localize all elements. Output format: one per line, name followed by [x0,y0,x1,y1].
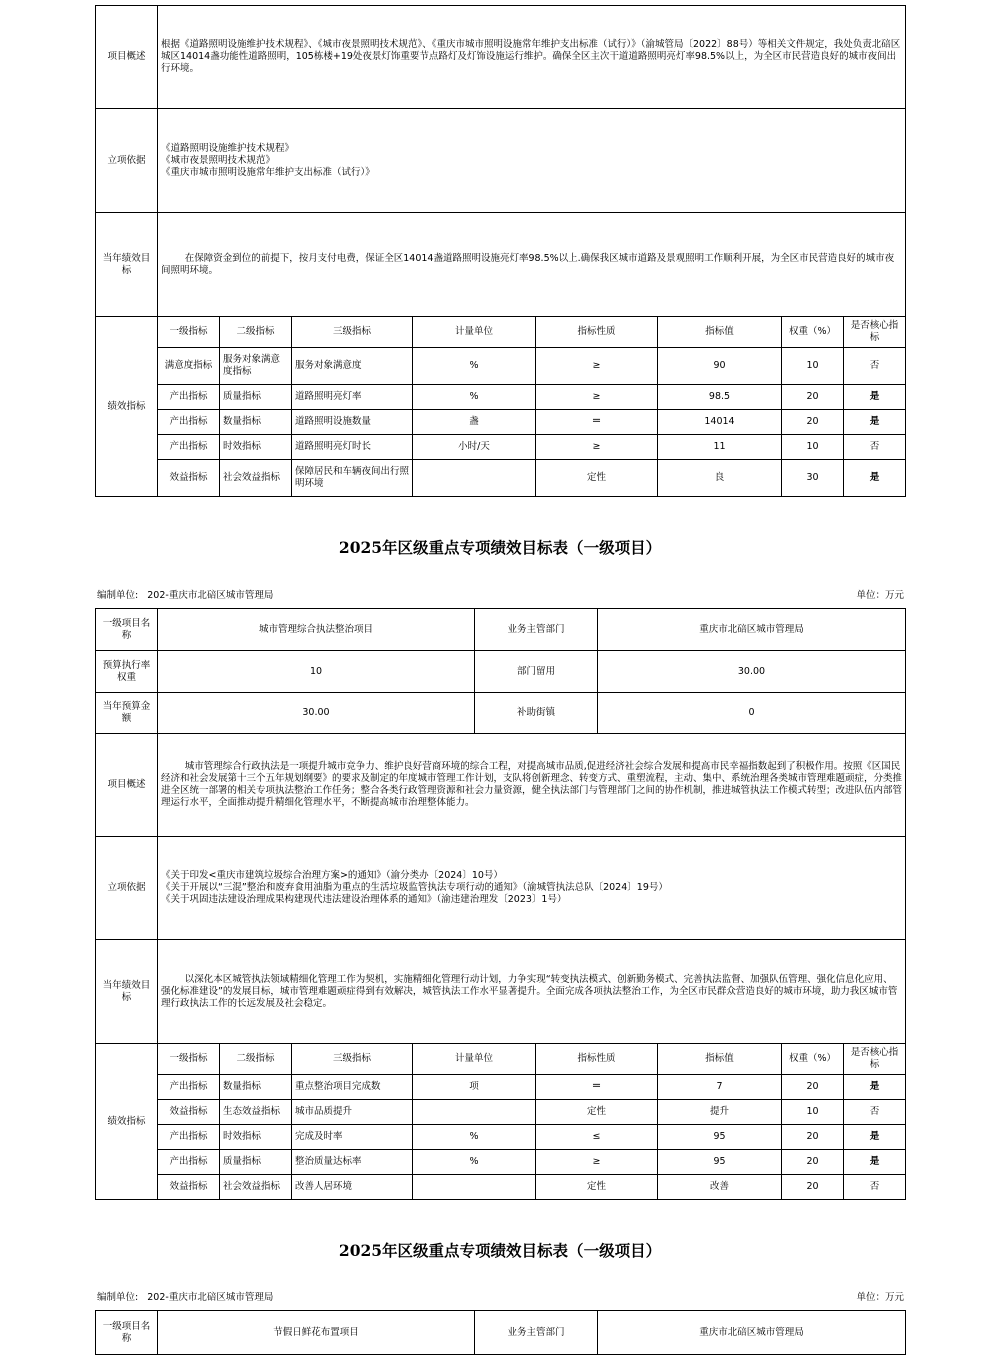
cell: 质量指标 [220,1150,292,1175]
goal-label: 当年绩效目标 [96,940,158,1044]
table-row [96,348,906,385]
cell: 效益指标 [158,1175,220,1200]
cell: 定性 [536,1175,658,1200]
overview-text: 根据《道路照明设施维护技术规程》、《城市夜景照明技术规范》、《重庆市城市照明设施常年维护支出标准（试行）》（渝城管局〔2022〕88号）等相关文件规定，我处负责北碚区城区14014盏功能性道路照明，105栋楼+19处夜景灯饰重要节点路灯及灯饰设施运行维护。确保全区主次干道道路照明亮灯率98.5%以上，为全区市民营造良好的城市夜间出行环境。 [158,6,906,109]
table-row [96,1175,906,1200]
subsidy-value: 0 [598,693,906,734]
reserve-label: 部门留用 [475,651,598,693]
perf-label: 绩效指标 [96,1044,158,1200]
section3-title: 2025年区级重点专项绩效目标表（一级项目） [338,1241,662,1260]
cell: 时效指标 [220,435,292,460]
section2-header-table [95,608,906,734]
cell: 产出指标 [158,410,220,435]
cell: 产出指标 [158,1150,220,1175]
cell: 数量指标 [220,1075,292,1100]
cell: 20 [782,1175,844,1200]
section1-table [95,5,906,497]
overview-text: 城市管理综合行政执法是一项提升城市竞争力、维护良好营商环境的综合工程，对提高城市品质,促进经济社会综合发展和提高市民幸福指数起到了积极作用。按照《区国民经济和社会发展第十三个五年规划纲要》的要求及制定的年度城市管理工作计划，支队将创新理念、转变方式、重塑流程，主动、集中、系统治理各类城市管理难题顽症，分类推进全区统一部署的相关专项执法整治工作任务；整合各类行政管理资源和社会力量资源，健全执法部门与管理部门之间的协作机制，推进城管执法工作模式转型；改进队伍内部管理运行水平，全面推动提升精细化管理水平，不断提高城市治理整体能力。 [158,734,906,837]
cell: 质量指标 [220,385,292,410]
cell: ＝ [536,1075,658,1100]
col-header: 一级指标 [158,317,220,348]
cell: 道路照明设施数量 [292,410,413,435]
cell: ≥ [536,1150,658,1175]
section2-title: 2025年区级重点专项绩效目标表（一级项目） [338,538,662,557]
cell: ≥ [536,348,658,385]
cell: 服务对象满意度 [292,348,413,385]
cell: 城市品质提升 [292,1100,413,1125]
basis-text: 《关于印发<重庆市建筑垃圾综合治理方案>的通知》（渝分类办〔2024〕10号） 《关于开展以“三混”整治和废弃食用油脂为重点的生活垃圾监管执法专项行动的通知》（渝城管执法总队〔2024〕19号） 《关于巩固违法建设治理成果构建现代违法建设治理体系的通知》（渝违建治理发〔2023〕1号） [158,837,906,940]
col-header: 指标值 [658,1044,782,1075]
table-row [96,1075,906,1100]
col-header: 一级指标 [158,1044,220,1075]
unit-text: 单位：万元 [856,590,904,601]
col-header: 权重（%） [782,317,844,348]
cell: 满意度指标 [158,348,220,385]
cell: 是 [844,385,906,410]
section2-table [95,733,906,1200]
cell [413,460,536,497]
cell: 否 [844,1175,906,1200]
table-row [96,410,906,435]
budget-value: 30.00 [158,693,475,734]
col-header: 二级指标 [220,317,292,348]
cell: 30 [782,460,844,497]
cell: 道路照明亮灯率 [292,385,413,410]
table-row [96,435,906,460]
cell: 改善 [658,1175,782,1200]
org-line [97,1289,273,1303]
basis-text: 《道路照明设施维护技术规程》 《城市夜景照明技术规范》 《重庆市城市照明设施常年维护支出标准（试行）》 [158,109,906,213]
col-header: 权重（%） [782,1044,844,1075]
cell: 20 [782,1150,844,1175]
cell: 改善人居环境 [292,1175,413,1200]
cell: ≤ [536,1125,658,1150]
table-row [96,1125,906,1150]
unit-text: 单位：万元 [856,1292,904,1303]
cell: 产出指标 [158,1075,220,1100]
cell: ≥ [536,385,658,410]
org-label: 编制单位: [97,1292,139,1303]
cell: 产出指标 [158,385,220,410]
cell: 是 [844,460,906,497]
cell: ≥ [536,435,658,460]
cell: 14014 [658,410,782,435]
table-row [96,1100,906,1125]
cell: 20 [782,1075,844,1100]
overview-label: 项目概述 [96,734,158,837]
cell: 是 [844,1075,906,1100]
section3-header-table [95,1310,906,1355]
cell: 20 [782,385,844,410]
col-header: 是否核心指标 [844,1044,906,1075]
name-label: 一级项目名称 [96,609,158,651]
cell: % [413,348,536,385]
org-label: 编制单位: [97,590,139,601]
dept-label: 业务主管部门 [475,1311,598,1355]
org-value: 202-重庆市北碚区城市管理局 [147,1292,274,1303]
cell: 定性 [536,460,658,497]
cell: % [413,1150,536,1175]
table-row [96,385,906,410]
cell: % [413,1125,536,1150]
cell: 20 [782,410,844,435]
cell [413,1100,536,1125]
org-line [97,587,273,601]
name-value: 节假日鲜花布置项目 [158,1311,475,1355]
dept-label: 业务主管部门 [475,609,598,651]
perf-label: 绩效指标 [96,317,158,497]
reserve-value: 30.00 [598,651,906,693]
cell: 小时/天 [413,435,536,460]
cell: 道路照明亮灯时长 [292,435,413,460]
basis-label: 立项依据 [96,837,158,940]
cell: 完成及时率 [292,1125,413,1150]
cell: 95 [658,1150,782,1175]
goal-label: 当年绩效目标 [96,213,158,317]
org-value: 202-重庆市北碚区城市管理局 [147,590,274,601]
cell: 产出指标 [158,435,220,460]
col-header: 指标性质 [536,317,658,348]
cell: 10 [782,435,844,460]
cell: ＝ [536,410,658,435]
dept-value: 重庆市北碚区城市管理局 [598,1311,906,1355]
cell: 时效指标 [220,1125,292,1150]
name-label: 一级项目名称 [96,1311,158,1355]
cell: 产出指标 [158,1125,220,1150]
cell: 社会效益指标 [220,460,292,497]
name-value: 城市管理综合执法整治项目 [158,609,475,651]
dept-value: 重庆市北碚区城市管理局 [598,609,906,651]
cell: 服务对象满意度指标 [220,348,292,385]
cell: 盏 [413,410,536,435]
overview-label: 项目概述 [96,6,158,109]
cell: 是 [844,410,906,435]
goal-text: 以深化本区城管执法领域精细化管理工作为契机，实施精细化管理行动计划，力争实现“转变执法模式、创新勤务模式、完善执法监督、加强队伍管理、强化信息化应用、强化标准建设”的发展目标，城市管理难题顽症得到有效解决，城管执法工作水平显著提升。全面完成各项执法整治工作，为全区市民群众营造良好的城市环境，助力我区城市管理行政执法工作的长远发展及社会稳定。 [158,940,906,1044]
col-header: 是否核心指标 [844,317,906,348]
cell [413,1175,536,1200]
cell: 良 [658,460,782,497]
basis-label: 立项依据 [96,109,158,213]
table-row [96,460,906,497]
cell: 10 [782,1100,844,1125]
cell: 保障居民和车辆夜间出行照明环境 [292,460,413,497]
cell: 11 [658,435,782,460]
cell: 否 [844,1100,906,1125]
cell: 20 [782,1125,844,1150]
cell: 98.5 [658,385,782,410]
col-header: 三级指标 [292,317,413,348]
cell: % [413,385,536,410]
cell: 数量指标 [220,410,292,435]
col-header: 指标值 [658,317,782,348]
col-header: 二级指标 [220,1044,292,1075]
subsidy-label: 补助街镇 [475,693,598,734]
table-row [96,1150,906,1175]
cell: 95 [658,1125,782,1150]
cell: 提升 [658,1100,782,1125]
cell: 社会效益指标 [220,1175,292,1200]
budget-label: 当年预算金额 [96,693,158,734]
col-header: 指标性质 [536,1044,658,1075]
cell: 定性 [536,1100,658,1125]
weight-label: 预算执行率权重 [96,651,158,693]
cell: 生态效益指标 [220,1100,292,1125]
col-header: 计量单位 [413,317,536,348]
cell: 是 [844,1125,906,1150]
weight-value: 10 [158,651,475,693]
cell: 项 [413,1075,536,1100]
col-header: 三级指标 [292,1044,413,1075]
cell: 90 [658,348,782,385]
cell: 效益指标 [158,1100,220,1125]
cell: 整治质量达标率 [292,1150,413,1175]
cell: 否 [844,348,906,385]
cell: 7 [658,1075,782,1100]
col-header: 计量单位 [413,1044,536,1075]
cell: 10 [782,348,844,385]
cell: 重点整治项目完成数 [292,1075,413,1100]
cell: 是 [844,1150,906,1175]
cell: 效益指标 [158,460,220,497]
cell: 否 [844,435,906,460]
goal-text: 在保障资金到位的前提下，按月支付电费，保证全区14014盏道路照明设施亮灯率98.5%以上.确保我区城市道路及景观照明工作顺利开展，为全区市民营造良好的城市夜间照明环境。 [158,213,906,317]
